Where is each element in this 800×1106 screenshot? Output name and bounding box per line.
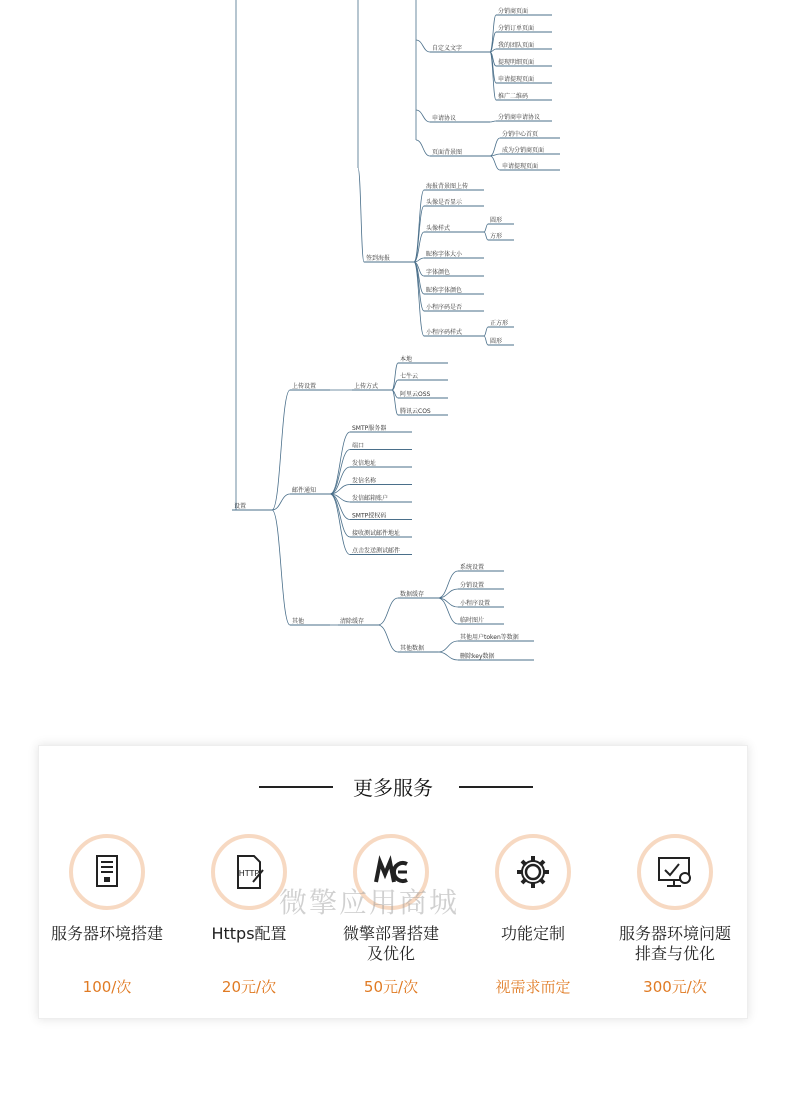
svg-text:发信邮箱账户: 发信邮箱账户 (352, 495, 389, 502)
svg-text:分销订单页面: 分销订单页面 (498, 25, 535, 32)
mindmap-leaf (496, 75, 552, 83)
service-name: Https配置 (211, 924, 287, 943)
monitor-gear-icon (637, 834, 713, 910)
mindmap-leaf (398, 407, 448, 415)
mindmap-leaf (500, 146, 560, 154)
mindmap-node-mail (290, 486, 330, 494)
mindmap-leaf (488, 319, 514, 327)
mindmap-leaf (458, 599, 504, 607)
mindmap-leaf (496, 41, 552, 49)
svg-text:圆形: 圆形 (490, 217, 503, 224)
svg-text:小程序设置: 小程序设置 (460, 600, 491, 607)
mindmap-leaf (496, 7, 552, 15)
svg-text:提现明细页面: 提现明细页面 (498, 59, 535, 66)
mindmap-leaf (350, 459, 412, 467)
service-name: 服务器环境问题 排查与优化 (618, 924, 731, 963)
svg-text:圆形: 圆形 (490, 338, 503, 345)
mindmap-connector (438, 598, 458, 624)
svg-text:端口: 端口 (352, 442, 365, 450)
gear-icon (495, 834, 571, 910)
mindmap-leaf (496, 58, 552, 66)
mindmap-connector (414, 262, 424, 336)
svg-text:接收测试邮件地址: 接收测试邮件地址 (352, 530, 401, 537)
mindmap-node-other-data (398, 644, 438, 652)
mindmap-leaf (500, 130, 560, 138)
mindmap-leaf (424, 198, 484, 206)
mindmap-connector (490, 121, 496, 122)
services-title-row (39, 772, 747, 802)
mindmap-leaf (350, 529, 412, 537)
svg-text:其他用户token等数据: 其他用户token等数据 (460, 634, 519, 641)
service-item-https[interactable] (179, 834, 319, 997)
svg-text:发信地址: 发信地址 (352, 460, 377, 467)
mindmap-connector (416, 140, 430, 156)
svg-text:分销商申请协议: 分销商申请协议 (498, 114, 541, 121)
service-name: 微擎部署搭建 及优化 (342, 924, 439, 963)
svg-text:HTTP: HTTP (238, 869, 260, 878)
mindmap-leaf (350, 424, 412, 432)
service-item-server-troubleshoot[interactable] (605, 834, 745, 997)
svg-text:申请提现页面: 申请提现页面 (498, 76, 535, 83)
mindmap-node-background (430, 148, 490, 156)
svg-text:临时图片: 临时图片 (460, 617, 485, 624)
mindmap-node-agreement (430, 114, 490, 122)
svg-text:昵称字体大小: 昵称字体大小 (426, 251, 463, 258)
mindmap-node-clear-cache (338, 617, 378, 625)
mindmap-leaf (398, 372, 448, 380)
mindmap-connector (484, 224, 488, 232)
mindmap-leaf (424, 182, 484, 190)
svg-text:邮件通知: 邮件通知 (292, 487, 317, 494)
mindmap-leaf (398, 355, 448, 363)
mindmap-node-custom-text (430, 44, 490, 52)
mindmap-connector (358, 168, 364, 262)
svg-text:我的团队页面: 我的团队页面 (498, 42, 535, 49)
mindmap-leaf (458, 616, 504, 624)
mindmap-node-other (290, 617, 330, 625)
svg-text:推广二维码: 推广二维码 (498, 93, 529, 100)
mindmap-connector (378, 598, 398, 625)
mindmap-connector (484, 336, 488, 345)
service-price: 50元/次 (363, 978, 419, 996)
service-name: 服务器环境搭建 (50, 924, 163, 943)
mindmap-connector (272, 390, 290, 510)
service-item-custom-dev[interactable] (463, 834, 603, 997)
mindmap-leaf (496, 113, 552, 121)
mindmap-connector (272, 494, 290, 510)
mindmap-connector (416, 110, 430, 122)
watermark: 微擎应用商城 (279, 886, 460, 919)
service-price: 100/次 (82, 978, 132, 996)
services-title: 更多服务 (353, 776, 433, 800)
svg-text:申请协议: 申请协议 (432, 115, 457, 122)
svg-text:点击发送测试邮件: 点击发送测试邮件 (352, 547, 401, 555)
services-list (39, 834, 747, 1004)
svg-text:成为分销商页面: 成为分销商页面 (502, 147, 545, 154)
svg-text:清除缓存: 清除缓存 (340, 618, 365, 625)
svg-text:系统设置: 系统设置 (460, 564, 485, 571)
mindmap-leaf (350, 547, 412, 555)
mindmap-leaf (424, 303, 484, 311)
mindmap-leaf (350, 512, 412, 520)
title-line-right (459, 786, 533, 788)
service-price: 300元/次 (643, 978, 707, 996)
svg-text:上传设置: 上传设置 (292, 383, 317, 390)
mindmap-leaf (488, 216, 514, 224)
service-name: 功能定制 (500, 924, 565, 943)
mindmap-node-upload-method (352, 382, 392, 390)
mindmap-leaf (496, 24, 552, 32)
mindmap-leaf (458, 633, 534, 641)
mindmap-leaf (500, 162, 560, 170)
svg-text:其他: 其他 (292, 618, 305, 625)
mindmap-leaf (424, 328, 484, 336)
mindmap-connector (416, 40, 430, 52)
mindmap-leaf (458, 652, 534, 660)
svg-text:SMTP服务器: SMTP服务器 (352, 425, 387, 432)
mindmap-connector (438, 652, 458, 660)
service-price: 视需求而定 (495, 978, 571, 996)
svg-text:分销中心首页: 分销中心首页 (502, 131, 539, 138)
mindmap-leaf (488, 337, 514, 345)
mindmap-connector (490, 138, 500, 156)
svg-text:数据缓存: 数据缓存 (400, 591, 425, 598)
mindmap-leaf (398, 390, 448, 398)
mindmap-node-upload (290, 382, 330, 390)
server-document-icon (69, 834, 145, 910)
mindmap-connector (438, 641, 458, 652)
svg-text:小程序码样式: 小程序码样式 (426, 329, 463, 336)
mindmap-leaf (488, 232, 514, 240)
mindmap-connector (490, 156, 500, 170)
svg-text:海报背景图上传: 海报背景图上传 (426, 183, 469, 190)
mindmap-connector (330, 494, 350, 537)
http-file-icon (211, 834, 287, 910)
svg-text:方形: 方形 (490, 233, 503, 240)
svg-text:签到海报: 签到海报 (366, 255, 391, 262)
svg-text:页面背景图: 页面背景图 (432, 149, 463, 156)
mindmap-root (232, 502, 272, 510)
svg-text:发信名称: 发信名称 (352, 477, 377, 485)
svg-text:删除key数据: 删除key数据 (460, 653, 495, 660)
service-item-server-setup[interactable] (37, 834, 177, 997)
mindmap-leaf (350, 494, 412, 502)
mindmap-leaf (350, 477, 412, 485)
svg-text:申请提现页面: 申请提现页面 (502, 163, 539, 170)
mindmap-connector (414, 190, 424, 262)
svg-text:正方形: 正方形 (490, 320, 509, 327)
mindmap-leaf (458, 563, 504, 571)
svg-text:设置: 设置 (234, 503, 247, 510)
svg-text:自定义文字: 自定义文字 (432, 45, 463, 52)
we7-logo-icon (353, 834, 429, 910)
mindmap-connector (272, 510, 290, 625)
more-services-card (38, 745, 748, 1019)
svg-text:SMTP授权码: SMTP授权码 (352, 512, 387, 520)
svg-text:腾讯云COS: 腾讯云COS (400, 408, 431, 415)
mindmap-leaf (424, 250, 484, 258)
svg-text:小程序码是否: 小程序码是否 (426, 304, 463, 311)
mindmap-leaf (424, 286, 484, 294)
mindmap-connector (330, 494, 350, 555)
mindmap-connector (484, 327, 488, 336)
mindmap-node-sign-poster (364, 254, 414, 262)
svg-text:分销商页面: 分销商页面 (498, 8, 529, 15)
svg-text:分销设置: 分销设置 (460, 582, 485, 589)
svg-text:字体颜色: 字体颜色 (426, 269, 451, 276)
mindmap-leaf (496, 92, 552, 100)
svg-text:头像是否显示: 头像是否显示 (426, 199, 463, 206)
mindmap-leaf (424, 268, 484, 276)
mindmap-connector (330, 450, 350, 495)
svg-text:其他数据: 其他数据 (400, 645, 425, 652)
svg-text:上传方式: 上传方式 (354, 383, 379, 390)
svg-text:七牛云: 七牛云 (400, 373, 419, 380)
mindmap-leaf (424, 224, 484, 232)
service-item-we7-deploy[interactable] (321, 834, 461, 997)
mindmap-node-data-cache (398, 590, 438, 598)
mindmap-leaf (458, 581, 504, 589)
mindmap-connector (484, 232, 488, 240)
svg-text:阿里云OSS: 阿里云OSS (400, 391, 431, 398)
svg-text:昵称字体颜色: 昵称字体颜色 (426, 287, 463, 294)
mindmap-connector (378, 625, 398, 652)
mindmap-leaf (350, 442, 412, 450)
svg-text:本地: 本地 (400, 356, 413, 363)
svg-text:头像样式: 头像样式 (426, 225, 451, 232)
service-price: 20元/次 (221, 978, 277, 996)
